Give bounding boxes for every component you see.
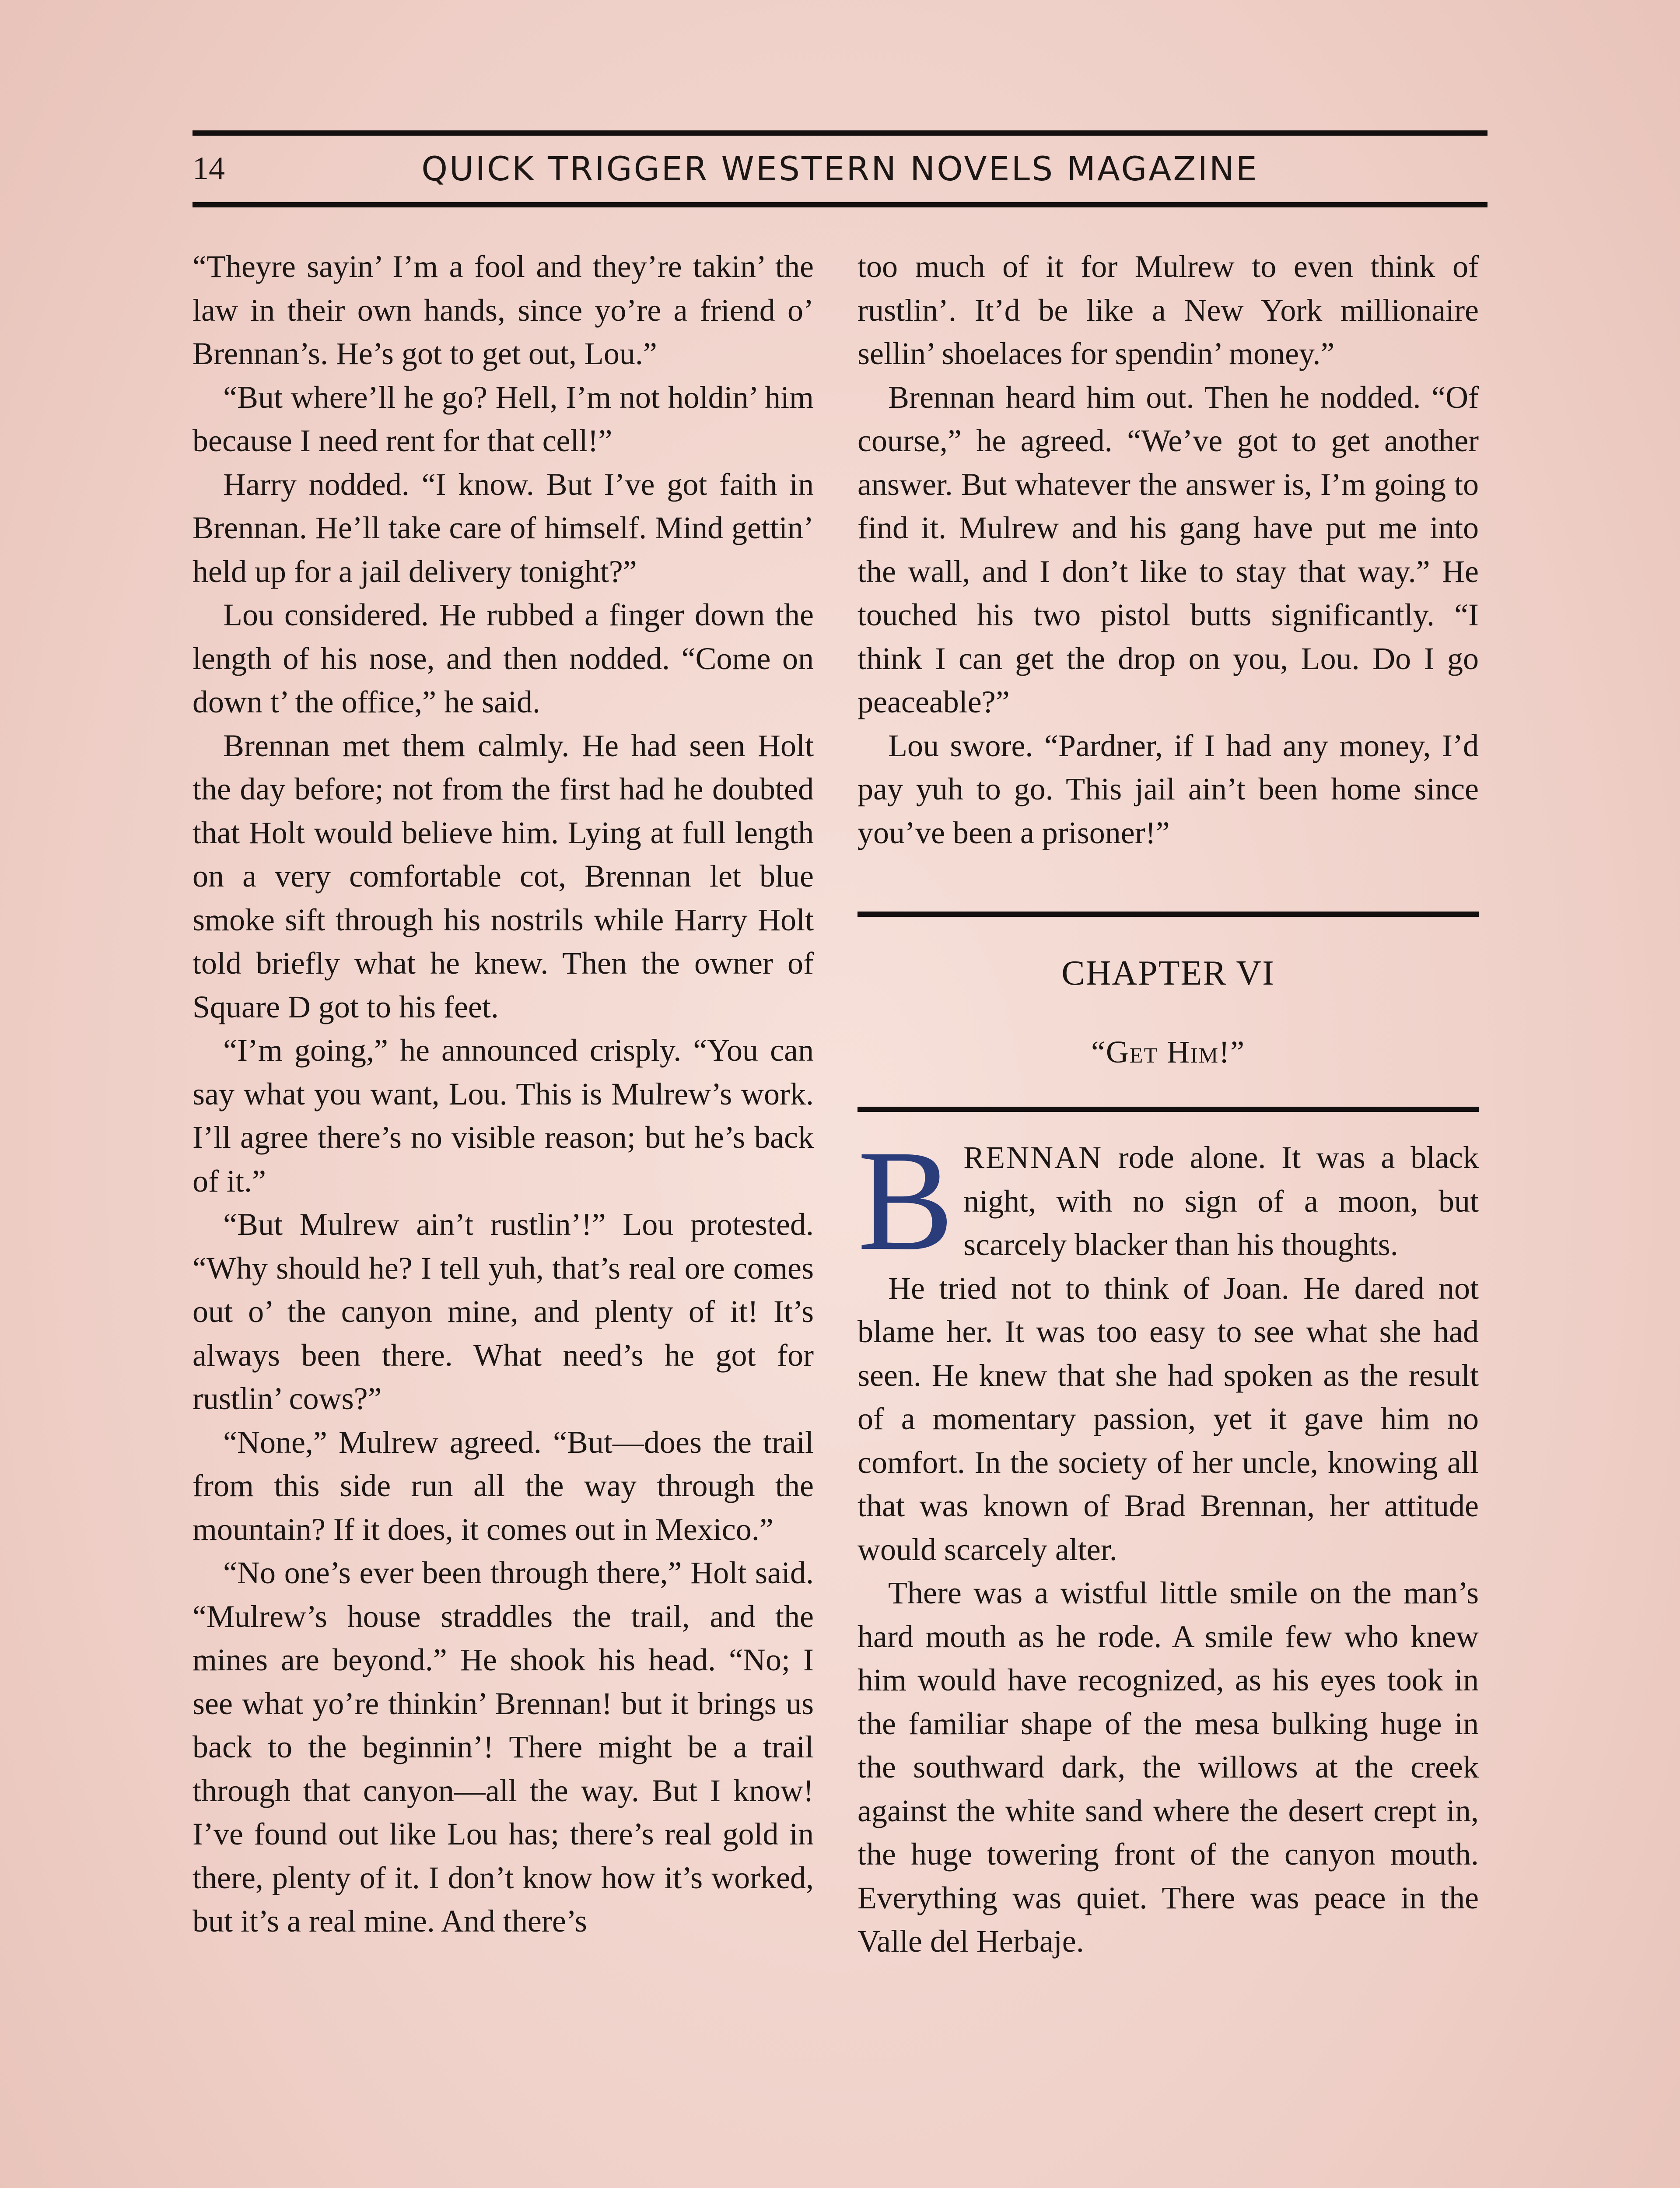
chapter-opening-paragraph — [858, 1121, 1479, 1280]
chapter-top-rule — [858, 912, 1479, 917]
chapter-bottom-rule — [858, 1107, 1479, 1112]
paragraph: Lou considered. He rubbed a finger down the length of his nose, and then nodded. “Come on down t’ the office,” he said. — [192, 597, 814, 719]
paragraph: Lou swore. “Pardner, if I had any money, I’d pay yuh to go. This jail ain’t been home since you’ve been a prisoner!” — [858, 728, 1479, 850]
opening-text: rode alone. It was a black night, with no sign of a moon, but scarcely blacker than his thoughts. — [963, 1140, 1479, 1262]
paragraph: “But where’ll he go? Hell, I’m not holdin’ him because I need rent for that cell!” — [192, 379, 814, 458]
paragraph: “No one’s ever been through there,” Holt said. “Mulrew’s house straddles the trail, and the mines are beyond.” He shook his head. “No; I see what yo’re thinkin’ Brennan! but it brings us back to the beginnin’! There might be a trail through that canyon—all the way. But I know! I’ve found out like Lou has; there’s real gold in there, plenty of it. I don’t know how it’s worked, but it’s a real mine. And there’s — [192, 1555, 814, 1939]
drop-cap: B — [858, 1121, 954, 1280]
header-top-rule — [192, 130, 1488, 136]
paragraph: Brennan heard him out. Then he nodded. “Of course,” he agreed. “We’ve got to get another answer. But whatever the answer is, I’m going to find it. Mulrew and his gang have put me into the wall, and I don’t like to stay that way.” He touched his two pistol butts significantly. “I think I can get the drop on you, Lou. Do I go peaceable?” — [858, 379, 1479, 719]
paragraph: Harry nodded. “I know. But I’ve got faith in Brennan. He’ll take care of himself. Mind gettin’ held up for a jail delivery tonight?” — [192, 466, 814, 589]
paragraph: too much of it for Mulrew to even think of rustlin’. It’d be like a New York millionaire sellin’ shoelaces for spendin’ money.” — [858, 249, 1479, 371]
paragraph: There was a wistful little smile on the man’s hard mouth as he rode. A smile few who knew him would have recognized, as his eyes took in the familiar shape of the mesa bulking huge in the southward dark, the willows at the creek against the white sand where the desert crept in, the huge towering front of the canyon mouth. Everything was quiet. There was peace in the Valle del Herbaje. — [858, 1575, 1479, 1959]
chapter-heading — [858, 912, 1479, 1112]
page-header — [192, 142, 1488, 195]
paragraph: He tried not to think of Joan. He dared not blame her. It was too easy to see what she had seen. He knew that she had spoken as the result of a momentary passion, yet it gave him no comfort. In the society of her uncle, knowing all that was known of Brad Brennan, her attitude would scarcely alter. — [858, 1270, 1479, 1567]
paragraph: “Theyre sayin’ I’m a fool and they’re takin’ the law in their own hands, since yo’re a friend o’ Brennan’s. He’s got to get out, Lou.” — [192, 249, 814, 371]
chapter-subtitle: “Get Him!” — [1091, 1034, 1246, 1069]
paragraph: Brennan met them calmly. He had seen Holt the day before; not from the first had he doubted that Holt would believe him. Lying at full length on a very comfortable cot, Brennan let blue smoke sift through his nostrils while Harry Holt told briefly what he knew. Then the owner of Square D got to his feet. — [192, 728, 814, 1024]
paragraph: “But Mulrew ain’t rustlin’!” Lou protested. “Why should he? I tell yuh, that’s real ore comes out o’ the canyon mine, and plenty of it! It’s always been there. What need’s he got for rustlin’ cows?” — [192, 1207, 814, 1416]
page-number: 14 — [192, 150, 225, 186]
left-column — [192, 245, 814, 1943]
opening-word: RENNAN — [963, 1140, 1103, 1175]
chapter-title: CHAPTER VI — [1061, 954, 1275, 992]
paragraph: “I’m going,” he announced crisply. “You can say what you want, Lou. This is Mulrew’s work. I’ll agree there’s no visible reason; but he’s back of it.” — [192, 1033, 814, 1199]
running-title: QUICK TRIGGER WESTERN NOVELS MAGAZINE — [421, 149, 1259, 188]
header-bottom-rule — [192, 202, 1488, 207]
paragraph: “None,” Mulrew agreed. “But—does the trail from this side run all the way through the mountain? If it does, it comes out in Mexico.” — [192, 1424, 814, 1547]
right-column — [858, 245, 1479, 1964]
